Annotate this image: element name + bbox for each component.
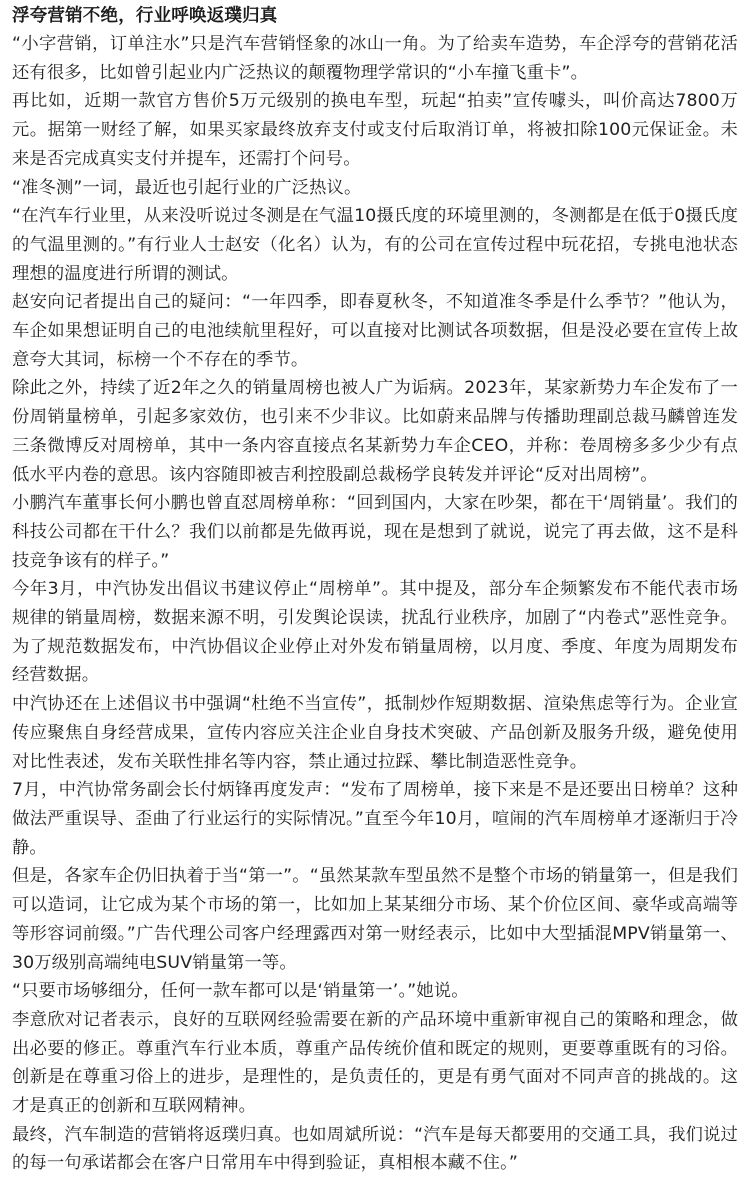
article-title: 浮夸营销不绝，行业呼唤返璞归真 xyxy=(12,6,278,26)
paragraph: 最终，汽车制造的营销将返璞归真。也如周斌所说：“汽车是每天都要用的交通工具，我们说过的每一句承诺都会在客户日常用车中得到验证，真相根本藏不住。” xyxy=(12,1124,738,1174)
paragraph: 赵安向记者提出自己的疑问：“一年四季，即春夏秋冬，不知道准冬季是什么季节？”他认为，车企如果想证明自己的电池续航里程好，可以直接对比测试各项数据，但是没必要在宣传上故意夸大其词，标榜一个不存在的季节。 xyxy=(12,292,738,370)
paragraph: “小字营销，订单注水”只是汽车营销怪象的冰山一角。为了给卖车造势，车企浮夸的营销花活还有很多，比如曾引起业内广泛热议的颠覆物理学常识的“小车撞飞重卡”。 xyxy=(12,34,738,83)
paragraph: 但是，各家车企仍旧执着于当“第一”。“虽然某款车型虽然不是整个市场的销量第一，但是我们可以造词，让它成为某个市场的第一，比如加上某某细分市场、某个价位区间、豪华或高端等等形容词前缀。”广告代理公司客户经理露西对第一财经表示，比如中大型插混MPV销量第一、30万级别高端纯电SUV销量第一等。 xyxy=(12,866,738,973)
paragraph: 中汽协还在上述倡议书中强调“杜绝不当宣传”，抵制炒作短期数据、渲染焦虑等行为。企业宣传应聚焦自身经营成果，宣传内容应关注企业自身技术突破、产品创新及服务升级，避免使用对比性表述，发布关联性排名等内容，禁止通过拉踩、攀比制造恶性竞争。 xyxy=(12,694,738,772)
paragraph: 7月，中汽协常务副会长付炳锋再度发声：“发布了周榜单，接下来是不是还要出日榜单？这种做法严重误导、歪曲了行业运行的实际情况。”直至今年10月，喧闹的汽车周榜单才逐渐归于冷静。 xyxy=(12,780,738,858)
paragraph: “在汽车行业里，从来没听说过冬测是在气温10摄氏度的环境里测的，冬测都是在低于0摄氏度的气温里测的。”有行业人士赵安（化名）认为，有的公司在宣传过程中玩花招，专挑电池状态理想的温度进行所谓的测试。 xyxy=(12,206,738,284)
paragraph: 李意欣对记者表示，良好的互联网经验需要在新的产品环境中重新审视自己的策略和理念，做出必要的修正。尊重汽车行业本质，尊重产品传统价值和既定的规则，更要尊重既有的习俗。创新是在尊重习俗上的进步，是理性的，是负责任的，更是有勇气面对不同声音的挑战的。这才是真正的创新和互联网精神。 xyxy=(12,1009,738,1117)
paragraph: “准冬测”一词，最近也引起行业的广泛热议。 xyxy=(12,177,362,198)
article xyxy=(12,2,738,1178)
paragraph: “只要市场够细分，任何一款车都可以是‘销量第一’。”她说。 xyxy=(12,981,469,1002)
paragraph: 再比如，近期一款官方售价5万元级别的换电车型，玩起“拍卖”宣传噱头，叫价高达7800万元。据第一财经了解，如果买家最终放弃支付或支付后取消订单，将被扣除100元保证金。未来是否完成真实支付并提车，还需打个问号。 xyxy=(12,91,738,169)
paragraph: 小鹏汽车董事长何小鹏也曾直怼周榜单称：“回到国内，大家在吵架，都在干‘周销量’。我们的科技公司都在干什么？我们以前都是先做再说，现在是想到了就说，说完了再去做，这不是科技竞争该有的样子。” xyxy=(12,493,738,571)
paragraph: 今年3月，中汽协发出倡议书建议停止“周榜单”。其中提及，部分车企频繁发布不能代表市场规律的销量周榜，数据来源不明，引发舆论误读，扰乱行业秩序，加剧了“内卷式”恶性竞争。为了规范数据发布，中汽协倡议企业停止对外发布销量周榜，以月度、季度、年度为周期发布经营数据。 xyxy=(12,579,738,686)
paragraph: 除此之外，持续了近2年之久的销量周榜也被人广为诟病。2023年，某家新势力车企发布了一份周销量榜单，引起多家效仿，也引来不少非议。比如蔚来品牌与传播助理副总裁马麟曾连发三条微博反对周榜单，其中一条内容直接点名某新势力车企CEO，并称：卷周榜多多少少有点低水平内卷的意思。该内容随即被吉利控股副总裁杨学良转发并评论“反对出周榜”。 xyxy=(12,378,738,485)
